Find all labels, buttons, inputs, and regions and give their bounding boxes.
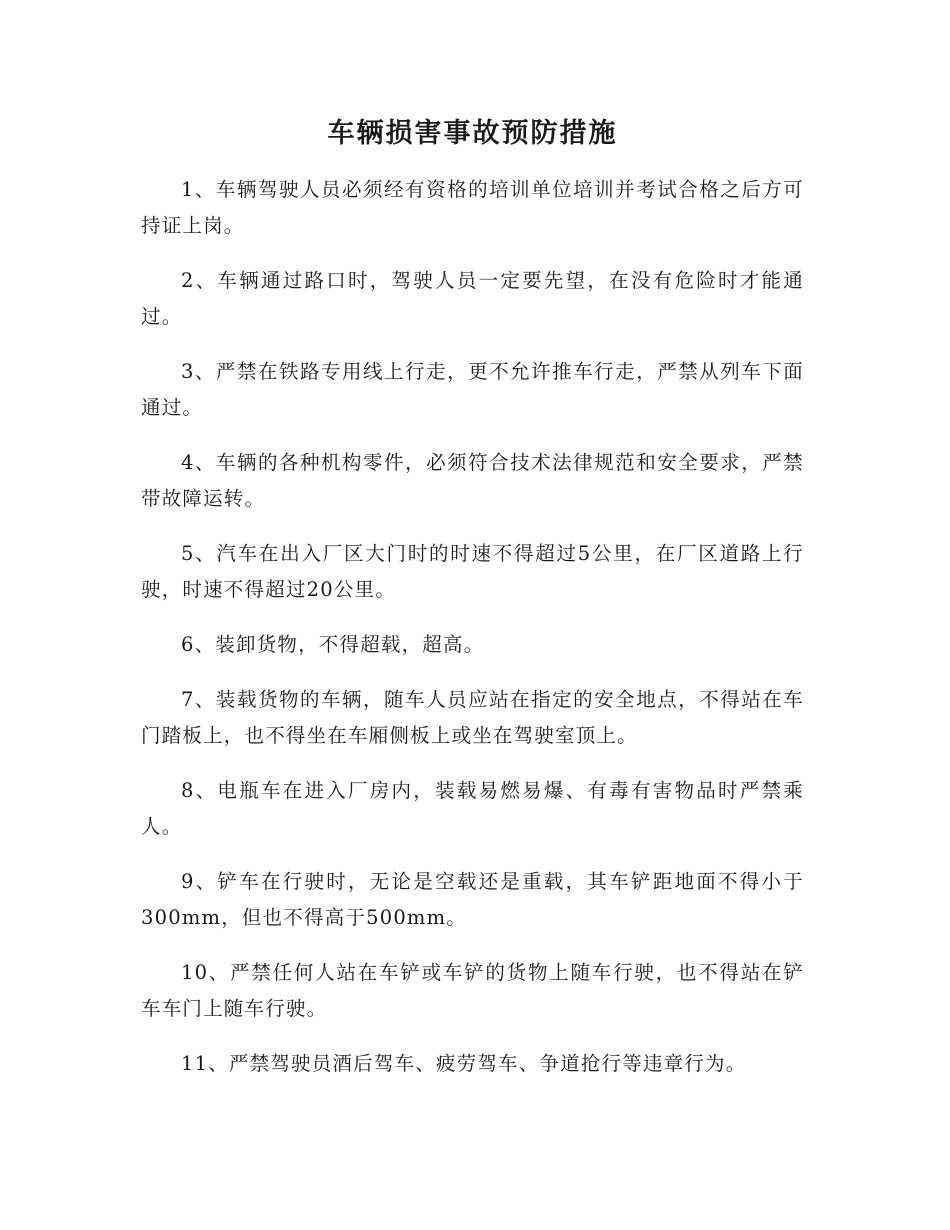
paragraph-7: 7、装载货物的车辆，随车人员应站在指定的安全地点，不得站在车门踏板上，也不得坐在车厢侧板上或坐在驾驶室顶上。	[141, 688, 804, 747]
paragraph-2: 2、车辆通过路口时，驾驶人员一定要先望，在没有危险时才能通过。	[141, 269, 804, 328]
paragraph-6: 6、装卸货物，不得超载，超高。	[181, 633, 485, 656]
paragraph-9: 9、铲车在行驶时，无论是空载还是重载，其车铲距地面不得小于300mm，但也不得高于500mm。	[141, 870, 804, 929]
paragraph-11: 11、严禁驾驶员酒后驾车、疲劳驾车、争道抢行等违章行为。	[181, 1052, 747, 1075]
paragraph-10: 10、严禁任何人站在车铲或车铲的货物上随车行驶，也不得站在铲车车门上随车行驶。	[141, 961, 804, 1020]
paragraph-8: 8、电瓶车在进入厂房内，装载易燃易爆、有毒有害物品时严禁乘人。	[141, 779, 804, 838]
paragraph-3: 3、严禁在铁路专用线上行走，更不允许推车行走，严禁从列车下面通过。	[141, 360, 804, 419]
paragraph-1: 1、车辆驾驶人员必须经有资格的培训单位培训并考试合格之后方可持证上岗。	[141, 178, 804, 237]
paragraph-4: 4、车辆的各种机构零件，必须符合技术法律规范和安全要求，严禁带故障运转。	[141, 451, 804, 510]
document-title: 车辆损害事故预防措施	[327, 118, 618, 149]
paragraph-5: 5、汽车在出入厂区大门时的时速不得超过5公里，在厂区道路上行驶，时速不得超过20公里。	[141, 542, 804, 601]
